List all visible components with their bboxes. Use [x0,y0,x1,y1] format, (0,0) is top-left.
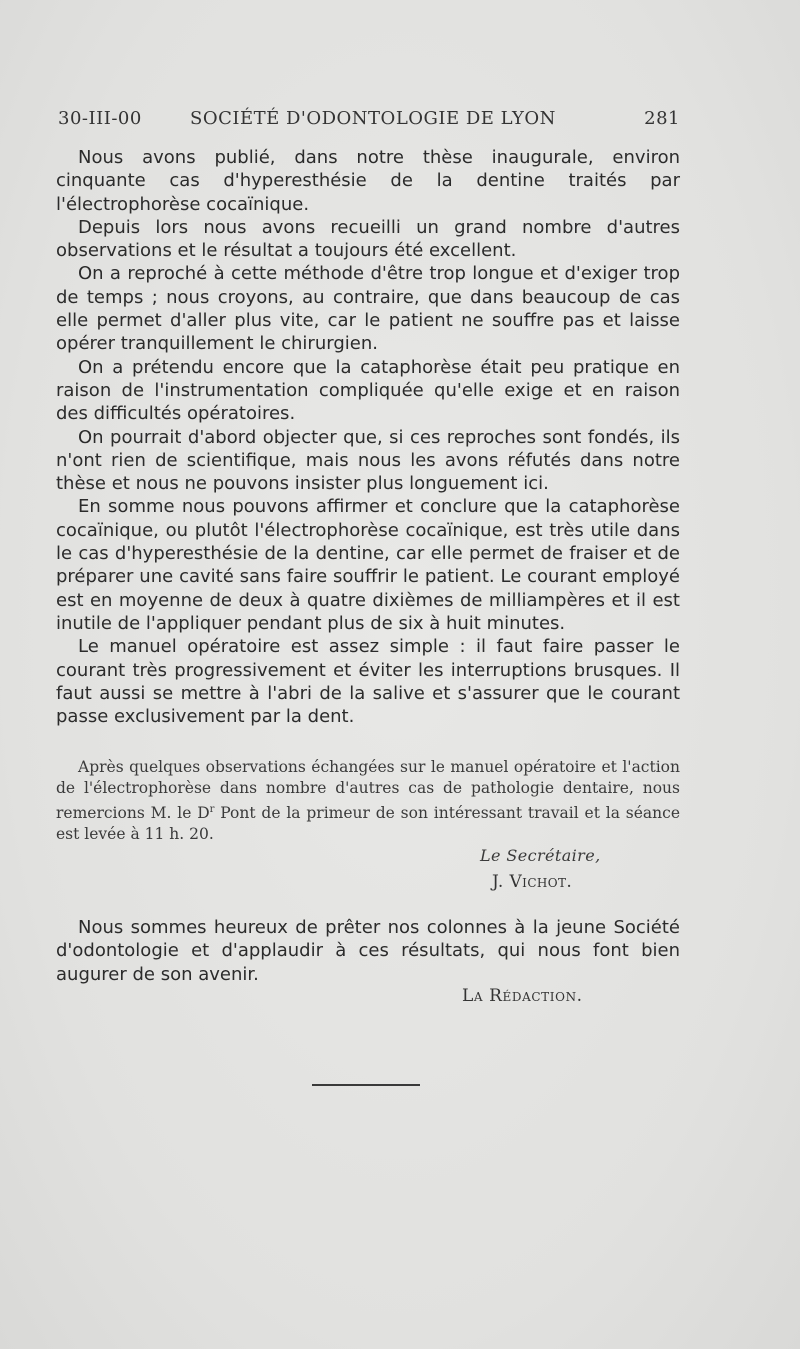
editorial-note [56,916,680,986]
proceedings-text-before: Après quelques observations échangées sur le manuel opératoire et l'action de l'électrophorèse dans nombre d'autres cas de pathologie dentaire, nous remercions M. le D [56,758,680,823]
paragraph: On a prétendu encore que la cataphorèse était peu pratique en raison de l'instrumentation compliquée qu'elle exige et en raison des difficultés opératoires. [56,356,680,425]
paragraph: Depuis lors nous avons recueilli un grand nombre d'autres observations et le résultat a toujours été excellent. [56,216,680,262]
editorial-paragraph: Nous sommes heureux de prêter nos colonnes à la jeune Société d'odontologie et d'applaudir à ces résultats, qui nous font bien augurer de son avenir. [56,917,680,985]
header-title: SOCIÉTÉ D'ODONTOLOGIE DE LYON [190,108,556,129]
closing-rule [312,1084,420,1086]
proceedings-note [56,757,680,845]
proceedings-superscript: r [209,804,215,815]
running-header [58,108,680,136]
page-number: 281 [644,108,680,129]
paragraph: On a reproché à cette méthode d'être trop longue et d'exiger trop de temps ; nous croyons, au contraire, que dans beaucoup de cas elle permet d'aller plus vite, car le patient ne souffre pas et laisse opérer tranquillement le chirurgien. [56,263,680,355]
paragraph: On pourrait d'abord objecter que, si ces reproches sont fondés, ils n'ont rien de scientifique, mais nous les avons réfutés dans notre thèse et nous ne pouvons insister plus longuement ici. [56,426,680,495]
signature-role: Le Secrétaire, [480,846,601,865]
article-body [56,146,680,728]
proceedings-text-after: Pont de la primeur de son intéressant travail et la séance est levée à 11 h. 20. [56,804,680,844]
signature-name: J. Vichot. [492,872,573,892]
redaction-signature: La Rédaction. [462,986,583,1006]
proceedings-paragraph [56,757,680,845]
paragraph: Nous avons publié, dans notre thèse inaugurale, environ cinquante cas d'hyperesthésie de la dentine traités par l'électrophorèse cocaïnique. [56,147,680,215]
header-date: 30-III-00 [58,108,142,129]
paragraph: Le manuel opératoire est assez simple : il faut faire passer le courant très progressivement et éviter les interruptions brusques. Il faut aussi se mettre à l'abri de la salive et s'assurer que le courant passe exclusivement par la dent. [56,636,680,728]
paragraph: En somme nous pouvons affirmer et conclure que la cataphorèse cocaïnique, ou plutôt l'électrophorèse cocaïnique, est très utile dans le cas d'hyperesthésie de la dentine, car elle permet de fraiser et de préparer une cavité sans faire souffrir le patient. Le courant employé est en moyenne de deux à quatre dixièmes de milliampères et il est inutile de l'appliquer pendant plus de six à huit minutes. [56,496,680,634]
